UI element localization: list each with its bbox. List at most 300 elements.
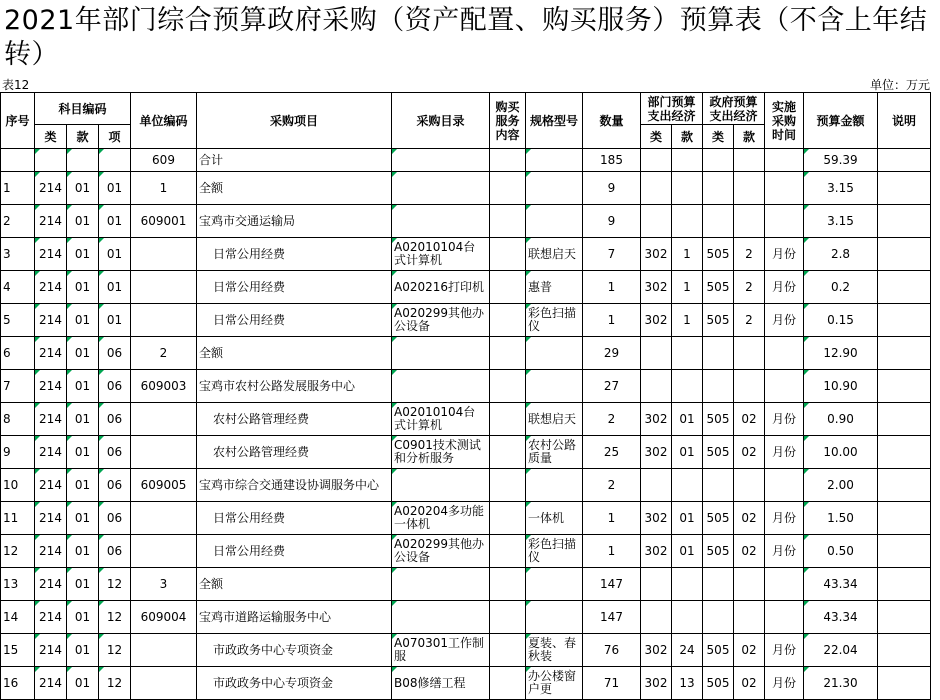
cell-unit-code[interactable] [131,667,197,700]
cell-amount[interactable]: 43.34 [804,568,878,601]
cell-xiang[interactable]: 06 [99,403,131,436]
cell-spec[interactable]: 联想启天 [526,403,583,436]
cell-gov-kuan[interactable]: 2 [734,271,765,304]
cell-catalog[interactable] [392,601,490,634]
cell-dept-kuan[interactable]: 24 [672,634,703,667]
cell-gov-lei[interactable]: 505 [703,436,734,469]
cell-kuan[interactable]: 01 [67,271,99,304]
cell-qty[interactable]: 9 [583,172,641,205]
cell-lei[interactable]: 214 [35,304,67,337]
cell-project[interactable]: 宝鸡市农村公路发展服务中心 [197,370,392,403]
cell-service[interactable] [490,205,526,238]
cell-time[interactable] [765,149,804,172]
cell-dept-kuan[interactable] [672,601,703,634]
cell-amount[interactable]: 0.90 [804,403,878,436]
cell-dept-lei[interactable]: 302 [641,403,672,436]
cell-dept-kuan[interactable]: 1 [672,304,703,337]
table-row [1,337,931,370]
cell-note[interactable] [878,149,931,172]
cell-project[interactable]: 日常公用经费 [197,535,392,568]
cell-note[interactable] [878,205,931,238]
cell-gov-lei[interactable]: 505 [703,271,734,304]
cell-service[interactable] [490,370,526,403]
header-xiang: 项 [99,125,131,149]
cell-unit-code[interactable] [131,436,197,469]
cell-qty[interactable]: 2 [583,403,641,436]
cell-xiang[interactable]: 01 [99,271,131,304]
cell-gov-lei[interactable]: 505 [703,634,734,667]
cell-lei[interactable]: 214 [35,403,67,436]
cell-gov-kuan[interactable] [734,149,765,172]
cell-seq[interactable]: 3 [1,238,35,271]
cell-project[interactable]: 宝鸡市综合交通建设协调服务中心 [197,469,392,502]
cell-qty[interactable]: 1 [583,271,641,304]
cell-unit-code[interactable] [131,502,197,535]
cell-xiang[interactable]: 06 [99,436,131,469]
cell-xiang[interactable]: 01 [99,238,131,271]
cell-gov-kuan[interactable] [734,601,765,634]
cell-amount[interactable]: 22.04 [804,634,878,667]
cell-time[interactable]: 月份 [765,271,804,304]
cell-spec[interactable]: 彩色扫描仪 [526,304,583,337]
cell-time[interactable] [765,601,804,634]
cell-qty[interactable]: 1 [583,535,641,568]
cell-seq[interactable]: 6 [1,337,35,370]
cell-dept-lei[interactable] [641,601,672,634]
cell-dept-kuan[interactable] [672,370,703,403]
cell-amount[interactable]: 0.2 [804,271,878,304]
cell-gov-kuan[interactable] [734,370,765,403]
cell-seq[interactable]: 4 [1,271,35,304]
cell-unit-code[interactable]: 609004 [131,601,197,634]
header-gov-kuan: 款 [734,125,765,149]
cell-project[interactable]: 合计 [197,149,392,172]
cell-catalog[interactable]: A020216打印机 [392,271,490,304]
cell-gov-kuan[interactable] [734,205,765,238]
cell-spec[interactable]: 农村公路质量 [526,436,583,469]
cell-gov-lei[interactable] [703,601,734,634]
cell-lei[interactable]: 214 [35,535,67,568]
cell-lei[interactable]: 214 [35,172,67,205]
cell-gov-kuan[interactable] [734,568,765,601]
cell-lei[interactable]: 214 [35,469,67,502]
cell-qty[interactable]: 27 [583,370,641,403]
cell-service[interactable] [490,634,526,667]
cell-seq[interactable]: 16 [1,667,35,700]
cell-catalog[interactable]: A020299其他办公设备 [392,304,490,337]
cell-seq[interactable] [1,149,35,172]
cell-catalog[interactable] [392,337,490,370]
cell-gov-lei[interactable]: 505 [703,667,734,700]
cell-lei[interactable]: 214 [35,502,67,535]
cell-note[interactable] [878,535,931,568]
cell-gov-lei[interactable] [703,337,734,370]
cell-kuan[interactable] [67,149,99,172]
cell-note[interactable] [878,370,931,403]
cell-project[interactable]: 农村公路管理经费 [197,403,392,436]
cell-project[interactable]: 农村公路管理经费 [197,436,392,469]
cell-service[interactable] [490,502,526,535]
cell-unit-code[interactable]: 609001 [131,205,197,238]
cell-qty[interactable]: 7 [583,238,641,271]
cell-seq[interactable]: 8 [1,403,35,436]
cell-seq[interactable]: 9 [1,436,35,469]
cell-kuan[interactable]: 01 [67,436,99,469]
cell-note[interactable] [878,634,931,667]
cell-seq[interactable]: 5 [1,304,35,337]
cell-kuan[interactable]: 01 [67,370,99,403]
cell-kuan[interactable]: 01 [67,172,99,205]
cell-catalog[interactable] [392,469,490,502]
cell-note[interactable] [878,502,931,535]
cell-time[interactable]: 月份 [765,304,804,337]
cell-time[interactable] [765,337,804,370]
cell-dept-lei[interactable] [641,205,672,238]
cell-gov-lei[interactable]: 505 [703,502,734,535]
cell-unit-code[interactable]: 609003 [131,370,197,403]
header-gov-econ: 政府预算支出经济 [703,93,765,125]
cell-dept-kuan[interactable] [672,469,703,502]
cell-kuan[interactable]: 01 [67,469,99,502]
cell-gov-lei[interactable]: 505 [703,238,734,271]
cell-dept-lei[interactable] [641,568,672,601]
cell-note[interactable] [878,436,931,469]
cell-kuan[interactable]: 01 [67,337,99,370]
cell-service[interactable] [490,535,526,568]
cell-qty[interactable]: 185 [583,149,641,172]
cell-project[interactable]: 市政政务中心专项资金 [197,634,392,667]
cell-seq[interactable]: 14 [1,601,35,634]
unit-label: 单位：万元 [869,78,930,92]
cell-spec[interactable] [526,172,583,205]
cell-dept-lei[interactable]: 302 [641,271,672,304]
cell-xiang[interactable]: 01 [99,304,131,337]
cell-seq[interactable]: 10 [1,469,35,502]
cell-time[interactable]: 月份 [765,436,804,469]
cell-catalog[interactable]: C0901技术测试和分析服务 [392,436,490,469]
cell-seq[interactable]: 13 [1,568,35,601]
cell-seq[interactable]: 1 [1,172,35,205]
cell-dept-kuan[interactable] [672,172,703,205]
cell-spec[interactable]: 联想启天 [526,238,583,271]
cell-unit-code[interactable]: 2 [131,337,197,370]
cell-gov-kuan[interactable]: 02 [734,634,765,667]
cell-note[interactable] [878,601,931,634]
cell-seq[interactable]: 7 [1,370,35,403]
cell-gov-lei[interactable] [703,149,734,172]
cell-note[interactable] [878,337,931,370]
cell-dept-lei[interactable]: 302 [641,238,672,271]
cell-amount[interactable]: 1.50 [804,502,878,535]
cell-unit-code[interactable] [131,535,197,568]
cell-unit-code[interactable] [131,403,197,436]
cell-gov-kuan[interactable]: 02 [734,403,765,436]
cell-catalog[interactable]: A02010104台式计算机 [392,403,490,436]
cell-service[interactable] [490,403,526,436]
cell-amount[interactable]: 10.00 [804,436,878,469]
cell-xiang[interactable]: 06 [99,469,131,502]
cell-catalog[interactable]: A070301工作制服 [392,634,490,667]
cell-xiang[interactable]: 06 [99,535,131,568]
cell-note[interactable] [878,568,931,601]
cell-catalog[interactable] [392,370,490,403]
cell-xiang[interactable] [99,149,131,172]
cell-time[interactable]: 月份 [765,403,804,436]
cell-kuan[interactable]: 01 [67,535,99,568]
cell-time[interactable] [765,568,804,601]
cell-qty[interactable]: 25 [583,436,641,469]
cell-service[interactable] [490,667,526,700]
cell-dept-kuan[interactable] [672,568,703,601]
cell-note[interactable] [878,172,931,205]
cell-time[interactable] [765,205,804,238]
cell-kuan[interactable]: 01 [67,238,99,271]
cell-unit-code[interactable] [131,304,197,337]
cell-lei[interactable]: 214 [35,634,67,667]
cell-unit-code[interactable]: 609 [131,149,197,172]
cell-seq[interactable]: 12 [1,535,35,568]
cell-gov-lei[interactable] [703,205,734,238]
cell-dept-kuan[interactable]: 1 [672,238,703,271]
cell-spec[interactable] [526,601,583,634]
cell-service[interactable] [490,304,526,337]
cell-service[interactable] [490,337,526,370]
cell-seq[interactable]: 11 [1,502,35,535]
cell-seq[interactable]: 15 [1,634,35,667]
cell-spec[interactable] [526,337,583,370]
cell-note[interactable] [878,403,931,436]
cell-amount[interactable]: 21.30 [804,667,878,700]
cell-spec[interactable] [526,469,583,502]
cell-gov-lei[interactable] [703,172,734,205]
cell-amount[interactable]: 3.15 [804,205,878,238]
cell-amount[interactable]: 43.34 [804,601,878,634]
cell-spec[interactable]: 夏装、春秋装 [526,634,583,667]
cell-gov-kuan[interactable] [734,469,765,502]
table-number: 表12 [2,78,30,92]
cell-qty[interactable]: 147 [583,568,641,601]
cell-gov-kuan[interactable]: 02 [734,502,765,535]
cell-time[interactable]: 月份 [765,502,804,535]
cell-note[interactable] [878,238,931,271]
cell-qty[interactable]: 147 [583,601,641,634]
cell-lei[interactable]: 214 [35,370,67,403]
cell-kuan[interactable]: 01 [67,205,99,238]
cell-xiang[interactable]: 06 [99,337,131,370]
cell-qty[interactable]: 29 [583,337,641,370]
cell-amount[interactable]: 0.50 [804,535,878,568]
cell-catalog[interactable] [392,172,490,205]
cell-project[interactable]: 市政政务中心专项资金 [197,667,392,700]
cell-project[interactable]: 全额 [197,337,392,370]
cell-spec[interactable] [526,370,583,403]
cell-project[interactable]: 日常公用经费 [197,304,392,337]
cell-gov-kuan[interactable]: 2 [734,238,765,271]
cell-note[interactable] [878,469,931,502]
cell-dept-lei[interactable]: 302 [641,634,672,667]
cell-xiang[interactable]: 01 [99,205,131,238]
cell-kuan[interactable]: 01 [67,502,99,535]
cell-gov-lei[interactable]: 505 [703,535,734,568]
cell-dept-lei[interactable]: 302 [641,535,672,568]
cell-catalog[interactable]: A020299其他办公设备 [392,535,490,568]
cell-spec[interactable]: 惠普 [526,271,583,304]
cell-lei[interactable]: 214 [35,601,67,634]
cell-service[interactable] [490,601,526,634]
cell-qty[interactable]: 2 [583,469,641,502]
cell-lei[interactable]: 214 [35,238,67,271]
report-title: 2021年部门综合预算政府采购（资产配置、购买服务）预算表（不含上年结转） [4,5,928,70]
cell-service[interactable] [490,568,526,601]
cell-service[interactable] [490,436,526,469]
cell-unit-code[interactable] [131,634,197,667]
cell-dept-kuan[interactable]: 1 [672,271,703,304]
cell-dept-lei[interactable] [641,469,672,502]
cell-gov-kuan[interactable]: 02 [734,436,765,469]
cell-xiang[interactable]: 12 [99,601,131,634]
cell-catalog[interactable]: B08修缮工程 [392,667,490,700]
cell-project[interactable]: 全额 [197,568,392,601]
cell-dept-lei[interactable]: 302 [641,667,672,700]
cell-dept-lei[interactable] [641,149,672,172]
cell-dept-lei[interactable]: 302 [641,502,672,535]
cell-qty[interactable]: 76 [583,634,641,667]
cell-xiang[interactable]: 12 [99,667,131,700]
cell-dept-kuan[interactable]: 01 [672,502,703,535]
cell-time[interactable]: 月份 [765,535,804,568]
cell-catalog[interactable] [392,205,490,238]
cell-project[interactable]: 宝鸡市交通运输局 [197,205,392,238]
cell-project[interactable]: 全额 [197,172,392,205]
cell-xiang[interactable]: 01 [99,172,131,205]
cell-dept-lei[interactable] [641,172,672,205]
cell-time[interactable] [765,469,804,502]
cell-project[interactable]: 宝鸡市道路运输服务中心 [197,601,392,634]
cell-spec[interactable] [526,149,583,172]
cell-note[interactable] [878,304,931,337]
cell-spec[interactable] [526,205,583,238]
cell-xiang[interactable]: 06 [99,370,131,403]
cell-kuan[interactable]: 01 [67,601,99,634]
cell-xiang[interactable]: 12 [99,568,131,601]
cell-unit-code[interactable]: 3 [131,568,197,601]
cell-time[interactable] [765,172,804,205]
cell-amount[interactable]: 3.15 [804,172,878,205]
cell-qty[interactable]: 1 [583,304,641,337]
cell-kuan[interactable]: 01 [67,568,99,601]
cell-catalog[interactable] [392,149,490,172]
cell-dept-lei[interactable]: 302 [641,304,672,337]
header-qty: 数量 [583,93,641,149]
cell-dept-kuan[interactable] [672,149,703,172]
cell-dept-kuan[interactable]: 13 [672,667,703,700]
cell-dept-kuan[interactable] [672,205,703,238]
cell-gov-kuan[interactable]: 2 [734,304,765,337]
cell-gov-kuan[interactable] [734,172,765,205]
cell-lei[interactable]: 214 [35,436,67,469]
cell-project[interactable]: 日常公用经费 [197,502,392,535]
cell-qty[interactable]: 9 [583,205,641,238]
cell-note[interactable] [878,271,931,304]
header-unit-code: 单位编码 [131,93,197,149]
cell-gov-lei[interactable]: 505 [703,403,734,436]
cell-dept-lei[interactable] [641,337,672,370]
cell-kuan[interactable]: 01 [67,667,99,700]
cell-amount[interactable]: 59.39 [804,149,878,172]
cell-time[interactable]: 月份 [765,634,804,667]
cell-service[interactable] [490,238,526,271]
cell-amount[interactable]: 2.00 [804,469,878,502]
cell-unit-code[interactable]: 1 [131,172,197,205]
cell-catalog[interactable]: A020204多功能一体机 [392,502,490,535]
cell-amount[interactable]: 12.90 [804,337,878,370]
cell-project[interactable]: 日常公用经费 [197,271,392,304]
cell-lei[interactable]: 214 [35,568,67,601]
cell-spec[interactable]: 一体机 [526,502,583,535]
cell-kuan[interactable]: 01 [67,634,99,667]
cell-unit-code[interactable] [131,238,197,271]
cell-dept-kuan[interactable] [672,337,703,370]
cell-gov-kuan[interactable]: 02 [734,535,765,568]
cell-lei[interactable] [35,149,67,172]
cell-amount[interactable]: 2.8 [804,238,878,271]
cell-service[interactable] [490,172,526,205]
cell-gov-kuan[interactable] [734,337,765,370]
table-row [1,634,931,667]
cell-spec[interactable]: 彩色扫描仪 [526,535,583,568]
cell-amount[interactable]: 0.15 [804,304,878,337]
cell-gov-kuan[interactable]: 02 [734,667,765,700]
cell-kuan[interactable]: 01 [67,403,99,436]
cell-unit-code[interactable]: 609005 [131,469,197,502]
header-lei: 类 [35,125,67,149]
cell-spec[interactable]: 办公楼窗户更 [526,667,583,700]
cell-gov-lei[interactable] [703,568,734,601]
cell-catalog[interactable]: A02010104台式计算机 [392,238,490,271]
cell-lei[interactable]: 214 [35,667,67,700]
cell-lei[interactable]: 214 [35,271,67,304]
cell-dept-lei[interactable]: 302 [641,436,672,469]
cell-lei[interactable]: 214 [35,337,67,370]
cell-xiang[interactable]: 12 [99,634,131,667]
cell-service[interactable] [490,469,526,502]
cell-unit-code[interactable] [131,271,197,304]
cell-lei[interactable]: 214 [35,205,67,238]
cell-dept-kuan[interactable]: 01 [672,436,703,469]
cell-note[interactable] [878,667,931,700]
cell-dept-lei[interactable] [641,370,672,403]
cell-qty[interactable]: 71 [583,667,641,700]
cell-amount[interactable]: 10.90 [804,370,878,403]
cell-project[interactable]: 日常公用经费 [197,238,392,271]
cell-seq[interactable]: 2 [1,205,35,238]
cell-catalog[interactable] [392,568,490,601]
cell-service[interactable] [490,271,526,304]
cell-gov-lei[interactable]: 505 [703,304,734,337]
cell-time[interactable]: 月份 [765,667,804,700]
cell-spec[interactable] [526,568,583,601]
cell-kuan[interactable]: 01 [67,304,99,337]
cell-gov-lei[interactable] [703,469,734,502]
cell-gov-lei[interactable] [703,370,734,403]
cell-dept-kuan[interactable]: 01 [672,535,703,568]
cell-dept-kuan[interactable]: 01 [672,403,703,436]
cell-time[interactable] [765,370,804,403]
cell-service[interactable] [490,149,526,172]
cell-time[interactable]: 月份 [765,238,804,271]
cell-qty[interactable]: 1 [583,502,641,535]
cell-xiang[interactable]: 06 [99,502,131,535]
